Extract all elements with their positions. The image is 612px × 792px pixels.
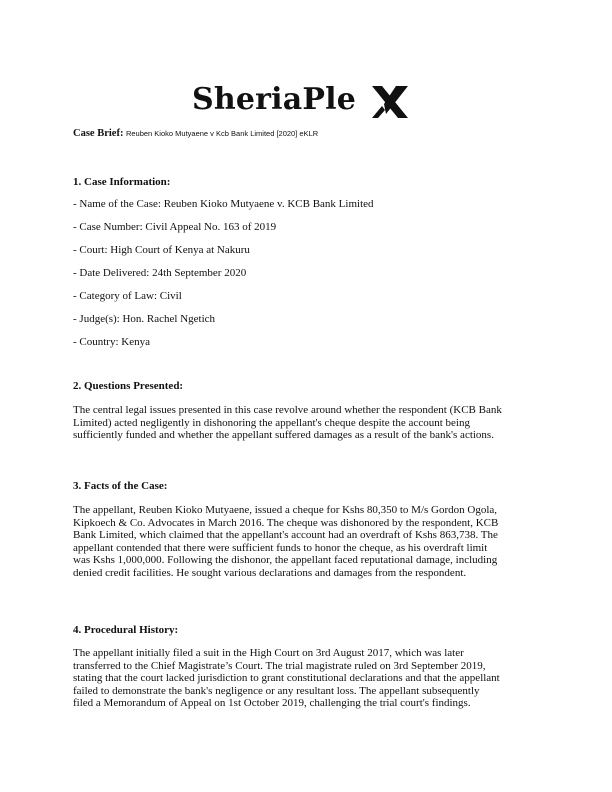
paragraph-line: sufficiently funded and whether the appellant suffered damages as a result of the bank's actions. (73, 429, 494, 442)
section-heading-procedural-history: 4. Procedural History: (73, 624, 179, 636)
paragraph-line: appellant contended that there were sufficient funds to honor the cheque, as his overdraft limit (73, 541, 488, 554)
section-heading-case-information: 1. Case Information: (73, 176, 171, 188)
info-line-court: - Court: High Court of Kenya at Nakuru (73, 244, 250, 256)
info-line-country: - Country: Kenya (73, 336, 150, 348)
paragraph-line: transferred to the Chief Magistrate’s Court. The trial magistrate ruled on 3rd September 2019, (73, 659, 486, 672)
paragraph-line: filed a Memorandum of Appeal on 1st October 2019, challenging the trial court's findings. (73, 697, 471, 710)
case-brief-value: Reuben Kioko Mutyaene v Kcb Bank Limited [2020] eKLR (125, 129, 319, 138)
questions-presented-paragraph (73, 404, 543, 442)
info-line-date-delivered: - Date Delivered: 24th September 2020 (73, 267, 247, 279)
paragraph-line: failed to demonstrate the bank's negligence or any resultant loss. The appellant subsequently (73, 684, 480, 697)
case-brief-title (73, 128, 318, 139)
sheriaplex-logo (192, 80, 432, 120)
info-line-case-name: - Name of the Case: Reuben Kioko Mutyaene v. KCB Bank Limited (73, 198, 374, 210)
info-line-category: - Category of Law: Civil (73, 290, 182, 302)
paragraph-line: The appellant, Reuben Kioko Mutyaene, issued a cheque for Kshs 80,350 to M/s Gordon Ogola, (73, 504, 498, 516)
paragraph-line: The central legal issues presented in this case revolve around whether the respondent (KCB Bank (73, 404, 502, 416)
paragraph-line: Limited) acted negligently in dishonoring the appellant's cheque despite the account being (73, 416, 470, 429)
section-heading-questions-presented: 2. Questions Presented: (73, 380, 184, 392)
paragraph-line: Kipkoech & Co. Advocates in March 2016. The cheque was dishonored by the respondent, KCB (73, 516, 499, 529)
paragraph-line: stating that the court lacked jurisdiction to grant constitutional declarations and that the appellant (73, 672, 500, 685)
paragraph-line: was Kshs 1,000,000. Following the dishonor, the appellant faced reputational damage, including (73, 554, 498, 567)
info-line-judges: - Judge(s): Hon. Rachel Ngetich (73, 313, 216, 325)
logo-text: SheriaPle (192, 82, 357, 117)
paragraph-line: The appellant initially filed a suit in the High Court on 3rd August 2017, which was later (73, 647, 464, 659)
info-line-case-number: - Case Number: Civil Appeal No. 163 of 2019 (73, 221, 277, 233)
case-brief-label: Case Brief: (73, 128, 124, 139)
logo-x-mark-icon (370, 84, 410, 120)
facts-paragraph (73, 504, 543, 580)
paragraph-line: Bank Limited, which claimed that the appellant's account had an overdraft of Kshs 863,738. The (73, 529, 498, 542)
section-heading-facts: 3. Facts of the Case: (73, 480, 168, 492)
procedural-history-paragraph (73, 647, 543, 710)
paragraph-line: denied credit facilities. He sought various declarations and damages from the respondent. (73, 566, 467, 579)
